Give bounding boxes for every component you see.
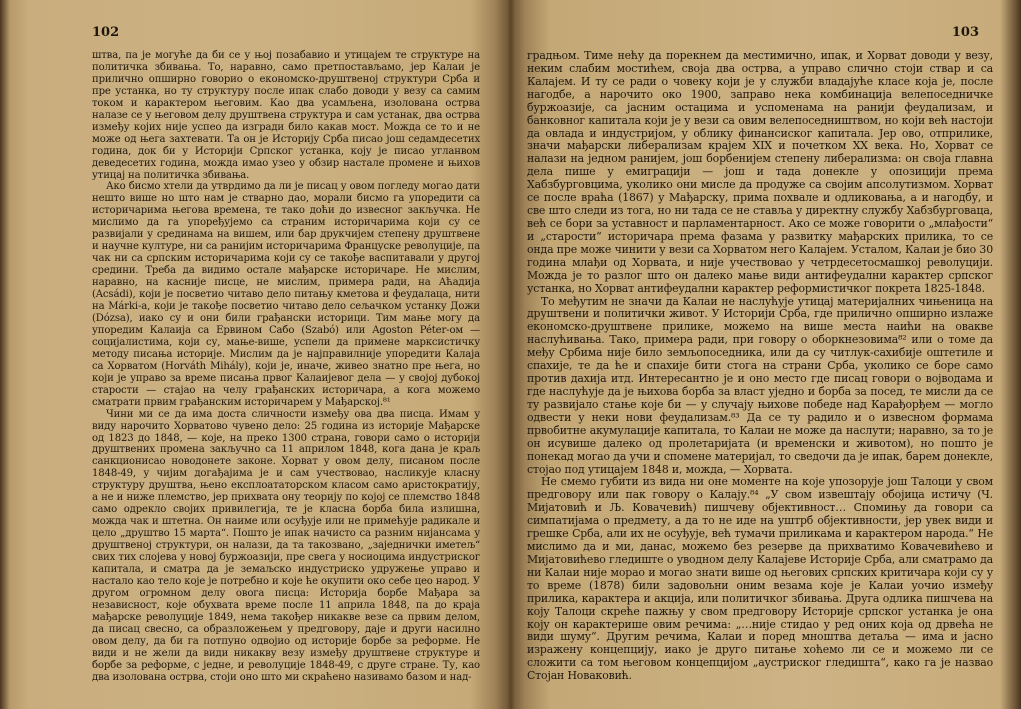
paragraph: штва, па је могуће да би се у њој позабавио и утицајем те структуре на политичка збивања. То, наравно, само претпостављамо, јер Калаи је прилично опширно говорио о економско-друштвеној структури Срба и пре устанка, но ту структуру после ипак слабо доводи у везу са самим током и карактером његовим. Као два усамљена, изолована острва налазе се у његовом делу друштвена структура и сам устанак, два острва између којих није успео да изгради било какав мост. Можда се то и не може од њега захтевати. Та он је Историју Срба писао још седамдесетих година, док би у Историји Српског устанка, коју је писао угланвом деведесетих година, можда имао узео у обзир настале промене и њихов утицај на политичка збивања. (92, 50, 480, 181)
page-number: 102 (92, 25, 120, 40)
left-page (0, 0, 510, 709)
paragraph: То међутим не значи да Калаи не наслућује утицај материјалних чињеница на друштвени и политички живот. У Историји Срба, где прилично опширно излаже економско-друштвене прилике, можемо на више места наићи на овакве наслућивања. Тако, примера ради, при говору о оборкнезовима⁸² или о томе да међу Србима није било земљопоседника, или да су читлук-сахибије оштетиле и спахије, те да ће и спахије бити стога на страни Срба, уколико се боре само против дахија итд. Интересантно је и оно место где писац говори о војводама и где наслућује да је њихова борба за власт уједно и борба за посед, те мисли да се ту развијало стање које би — у случају њихове победе над Карађорђем — могло одвести у неки нови феудализам.⁸³ Да се ту радило и о извесном формама првобитне акумулације капитала, то Калаи не може да наслути; наравно, за то је он исувише далеко од пролетаријата (и временски и животом), но пошто је понекад могао да учи и спомене материјал, то сведочи да је ипак, барем донекле, стојао под утицајем 1848 и, можда, — Хорвата. (527, 294, 993, 476)
page-body (527, 50, 993, 683)
paragraph: Чини ми се да има доста сличности између ова два писца. Имам у виду нарочито Хорватово чувено дело: 25 година из историје Мађарске од 1823 до 1848, — које, на преко 1300 страна, говори само о историји друштвених промена закључно са 11 априлом 1848, кога дана је краљ санкционисао новодонете законе. Хорват у овом делу, писаном после 1848-49, у чијим догађајима је и сам учествовао, насликује класну структуру друштва, њено експлоататорском класом само аристократију, а не и ниже племство, јер прихвата ону теорију по којој се племство 1848 само одрекло својих привилегија, те је класна борба била излишна, можда чак и штетна. Он наиме или осуђује или не примећује радикале и цело „друштво 15 марта“. Пошто је ипак начисто са разним нијансама у друштвеној структури, он налази, да та такозвано, „заједнички иметељ“ свих тих слојева у новој буржоазији, пре свега у носиоцима индустриског капитала, и сматра да је земаљско индустриско удружење управо и настало као тело које је потребно и које ће окупити око себе цео народ. У другом огромном делу овога писца: Историја борбе Мађара за независност, које обухвата време после 11 априла 1848, па до краја мађарске револуције 1849, нема такођер никакве везе са првим делом, да писац свесно, са образложењем у предговору, даје и други насилно овом делу, да би га потпуно одвојио од историје борбе за реформе. Не види и не жели да види никакву везу између друштвене структуре и борбе за реформе, с једне, и револуције 1848-49, с друге стране. Ту, као два изолована острва, стоји оно што ми скраћено називамо базом и над- (92, 408, 480, 683)
page-number: 103 (951, 25, 979, 40)
paragraph: Ако бисмо хтели да утврдимо да ли је писац у овом погледу могао дати нешто више но што нам је стварно дао, морали бисмо га упоредити са историчарима његова времена, те тако доћи до извесног закључка. Не мислимо да га упоређујемо са страним историчарима који су се развијали у срединама на вишем, или бар друкчијем степену друштвене и научне културе, ни са ранијим историчарима Француске револуције, па чак ни са српским историчарима који су се такође васпитавали у другој средини. Треба да видимо остале мађарске историчаре. Не мислим, наравно, на касније писце, не мислим, примера ради, на Аћадија (Acsádi), који је посветио читаво дело питању кметова и феудалаца, нити на Márki-a, који је такође посветио читаво дело сељачком устанку Дожи (Dózsa), иако су и они били грађански историци. Тим мање могу да упоредим Калаија са Ервином Сабо (Szabó) или Agoston Péter-ом — социјалистима, који су, мање-више, успели да примене марксистичку методу писања историје. Мислим да је најправилније упоредити Калаја са Хорватом (Horváth Mihály), који је, иначе, живео знатно пре њега, но који је управо за време писања првог Калаијевог дела — у својој дубокој старости — стајао на челу грађанских историчара, а кога можемо сматрати првим грађанским историчарем у Мађарској.⁸¹ (92, 181, 480, 408)
paragraph: градњом. Тиме нећу да порекнем да местимично, ипак, и Хорват доводи у везу, неким слабим мостићем, своја два острва, а управо слично стоји ствар и са Калајем. И ту се ради о човеку који је у служби владајуће класе која је, после нагодбе, а нарочито око 1900, заправо нека комбинација велепоседничке буржоазије, са јасним остацима и успоменама на ранији феудализам, и банковног капитала који је у вези са овим велепоседништвом, но који већ настоји да овлада и индустријом, у облику финансиског капитала. Јер ово, отприлике, значи мађарски либерализам крајем XIX и почетком XX века. Но, Хорват се налази на једном ранијем, још борбенијем степену либерализма: он своја главна дела пише у емиграцији — још и тада донекле у опозицији према Хабзбурговцима, уколико они мисле да продуже са својим апсолутизмом. Хорват се после враћа (1867) у Мађарску, прима похвале и одликовања, а и нагодбу, и све што следи из тога, но ни тада се не ставља у директну службу Хабзбурговаца, већ се бори за уставност и парламентарност. Ако се може говорити о „млађости“ и „старости“ историчара према фазама у развитку мађарских прилика, то се онда пре може чинити у вези са Хорватом него Калајем. Усталом, Калаи је био 30 година млађи од Хорвата, и није учествовао у четрдесетосмашкој револуцији. Можда је то разлог што он далеко мање види антифеудални карактер српског устанка, но Хорват антифеудални карактер реформистичког покрета 1825-1848. (527, 49, 993, 295)
right-page (511, 0, 1021, 709)
paragraph: Не смемо губити из вида ни оне моменте на које упозорује још Талоци у свом предговору или пак говору о Калају.⁸⁴ „У свом извештају обојица истичу (Ч. Мијатовић и Љ. Ковачевић) пишчеву објективност… Спомињу да говори са симпатијама о предмету, а да то не иде на уштрб објективности, јер увек види и грешке Срба, али их не осуђује, већ тумачи приликама и карактером народа.“ Не мислимо да и ми, данас, можемо без резерве да прихватимо Ковачевићево и Мијатовићево гледиште о уводном делу Калајеве Историје Срба, али сматрамо да ни Калаи није морао и могао знати више од његових српских критичара који су у то време (1878) били задовољни оним везама које је Калаи уочио између прилика, карактера и акција, или политичког збивања. Друга одлика пишчева на коју Талоци скреће пажњу у свом предговору Историје српског устанка је она коју он карактерише овим речима: „…није стидао у ред оних која од дрвећа не види шуму“. Другим речима, Калаи и поред мноштва детаља — има и јасно изражену концепцију, иако је друго питање хоћемо ли се и можемо ли се сложити са том његовом концепцијом „аустриског гледишта“, како га је назвао Стојан Новаковић. (527, 475, 993, 683)
page-body (92, 50, 480, 684)
